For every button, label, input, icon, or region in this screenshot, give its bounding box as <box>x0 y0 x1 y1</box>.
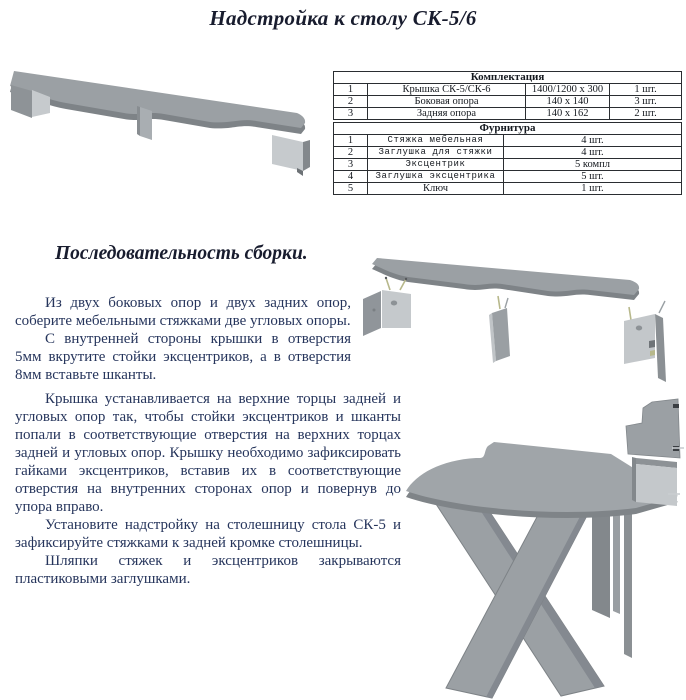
table-row: 3 Эксцентрик 5 компл <box>334 159 682 171</box>
table-row: 4 Заглушка эксцентрика 5 шт. <box>334 171 682 183</box>
table-row: 2 Боковая опора 140 x 140 3 шт. <box>334 96 682 108</box>
page-title: Надстройка к столу СК-5/6 <box>209 6 477 30</box>
exploded-view-illustration <box>350 252 686 402</box>
hardware-header: Фурнитура <box>334 123 682 135</box>
table-row: 3 Задняя опора 140 x 162 2 шт. <box>334 108 682 120</box>
hardware-table <box>333 122 682 195</box>
components-header: Комплектация <box>334 72 682 84</box>
table-row: 5 Ключ 1 шт. <box>334 183 682 195</box>
paragraph: Шляпки стяжек и эксцентриков закрываются пластиковыми заглушками. <box>15 553 401 587</box>
parts-table <box>333 71 681 195</box>
paragraph: Крышка устанавливается на верхние торцы задней и угловых опор так, чтобы стойки эксцентриков и шканты попали в соответствующие отверстия на верхних торцах задней и угловых опор. Крышку необходимо зафиксировать гайками эксцентриков, вставив их в соответствующие отверстия на внутренних сторонах опор и повернув до упора вправо. <box>15 391 401 515</box>
table-row: 1 Стяжка мебельная 4 шт. <box>334 135 682 147</box>
paragraph: Установите надстройку на столешницу стола СК-5 и зафиксируйте стяжками к задней кромке столешницы. <box>15 517 401 551</box>
paragraph: Из двух боковых опор и двух задних опор, соберите мебельными стяжками две угловых опоры. <box>15 295 351 329</box>
instructions-text <box>15 294 403 588</box>
table-row: 1 Крышка СК-5/СК-6 1400/1200 x 300 1 шт. <box>334 84 682 96</box>
components-table <box>333 71 682 120</box>
paragraph: С внутренней стороны крышки в отверстия 5мм вкрутите стойки эксцентриков, а в отверстия 8мм вставьте шканты. <box>15 331 351 383</box>
assembly-sequence-heading: Последовательность сборки. <box>55 243 308 264</box>
table-row: 2 Заглушка для стяжки 4 шт. <box>334 147 682 159</box>
assembled-shelf-illustration <box>4 58 328 228</box>
desk-with-addon-illustration <box>396 396 686 700</box>
